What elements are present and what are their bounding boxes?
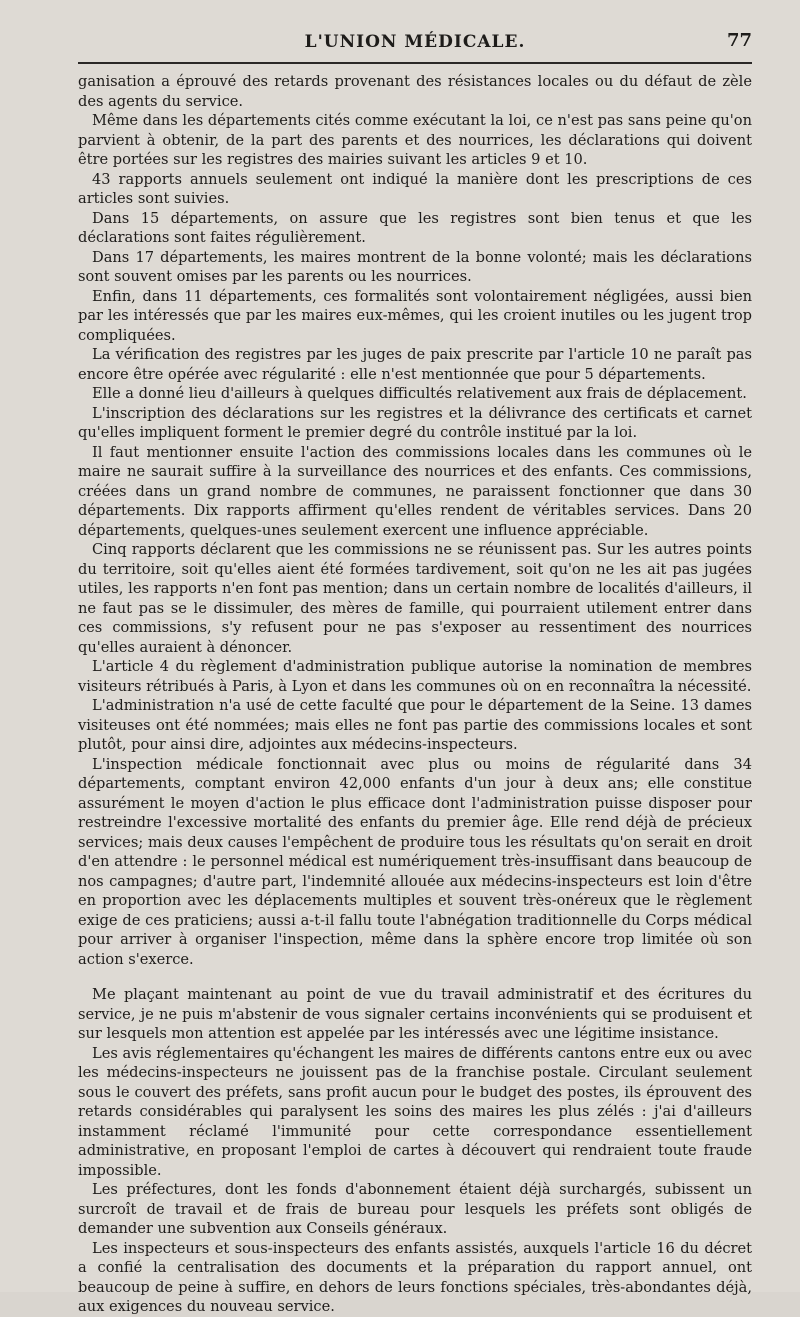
paragraph: Enfin, dans 11 départements, ces formalités sont volontairement négligées, aussi bien par les intéressés que par les maires eux-mêmes, qui les croient inutiles ou les jugent trop compliquées. xyxy=(78,287,752,344)
paragraph: L'administration n'a usé de cette faculté que pour le département de la Seine. 13 dames visiteuses ont été nommées; mais elles ne font pas partie des commissions locales et sont plutôt, pour ainsi dire, adjointes aux médecins-inspecteurs. xyxy=(78,697,752,753)
paragraph: Dans 15 départements, on assure que les registres sont bien tenus et que les déclarations sont faites régulièrement. xyxy=(78,209,752,246)
paragraph: Me plaçant maintenant au point de vue du travail administratif et des écritures du service, je ne puis m'abstenir de vous signaler certains inconvénients qui se produisent et sur lesquels mon attention est appelée par les intéressés avec une légitime insistance. xyxy=(78,986,752,1042)
paragraph: L'article 4 du règlement d'administration publique autorise la nomination de membres visiteurs rétribués à Paris, à Lyon et dans les communes où on en reconnaîtra la nécessité. xyxy=(78,658,752,695)
paragraph: Les inspecteurs et sous-inspecteurs des enfants assistés, auxquels l'article 16 du décret a confié la centralisation des documents et la préparation du rapport annuel, ont beaucoup de peine à suffire, en dehors de leurs fonctions spéciales, très-abondantes déjà, aux exigences du nouveau service. xyxy=(78,1239,752,1315)
running-title: L'UNION MÉDICALE. xyxy=(304,32,526,52)
paragraph: Cinq rapports déclarent que les commissions ne se réunissent pas. Sur les autres points du territoire, soit qu'elles aient été formées tardivement, soit qu'on ne les ait pas jugées utiles, les rapports n'en font pas mention; dans un certain nombre de localités d'ailleurs, il ne faut pas se le dissimuler, des mères de famille, qui pourraient utilement entrer dans ces commissions, s'y refusent pour ne pas s'exposer au ressentiment des nourrices qu'elles auraient à dénoncer. xyxy=(78,541,752,656)
page-header xyxy=(78,30,752,58)
section-gap xyxy=(78,969,752,985)
paragraph: Elle a donné lieu d'ailleurs à quelques difficultés relativement aux frais de déplacement. xyxy=(92,385,747,402)
paragraph: Les préfectures, dont les fonds d'abonnement étaient déjà surchargés, subissent un surcroît de travail et de frais de bureau pour lesquels les préfets sont obligés de demander une subvention aux Conseils généraux. xyxy=(78,1181,752,1237)
paragraph: Il faut mentionner ensuite l'action des commissions locales dans les communes où le maire ne saurait suffire à la surveillance des nourrices et des enfants. Ces commissions, créées dans un grand nombre de communes, ne paraissent fonctionner que dans 30 départements. Dix rapports affirment qu'elles rendent de véritables services. Dans 20 départements, quelques-unes seulement exercent une influence appréciable. xyxy=(78,443,752,539)
paragraph: La vérification des registres par les juges de paix prescrite par l'article 10 ne paraît pas encore être opérée avec régularité : elle n'est mentionnée que pour 5 départements. xyxy=(78,346,752,383)
page-number: 77 xyxy=(726,30,752,51)
paragraph: L'inscription des déclarations sur les registres et la délivrance des certificats et carnet qu'elles impliquent forment le premier degré du contrôle institué par la loi. xyxy=(78,404,752,441)
paragraph: 43 rapports annuels seulement ont indiqué la manière dont les prescriptions de ces articles sont suivies. xyxy=(78,170,752,207)
paragraph: Les avis réglementaires qu'échangent les maires de différents cantons entre eux ou avec les médecins-inspecteurs ne jouissent pas de la franchise postale. Circulant seulement sous le couvert des préfets, sans profit aucun pour le budget des postes, ils éprouvent des retards considérables qui paralysent les soins des maires les plus zélés : j'ai d'ailleurs instamment réclamé l'immunité pour cette correspondance essentiellement administrative, en proposant l'emploi de cartes à découvert qui rendraient toute fraude impossible. xyxy=(78,1044,752,1179)
paragraph: Dans 17 départements, les maires montrent de la bonne volonté; mais les déclarations sont souvent omises par les parents ou les nourrices. xyxy=(78,248,752,285)
article-body xyxy=(78,72,752,1317)
header-rule xyxy=(78,62,752,64)
paragraph: Même dans les départements cités comme exécutant la loi, ce n'est pas sans peine qu'on parvient à obtenir, de la part des parents et des nourrices, les déclarations qui doivent être portées sur les registres des mairies suivant les articles 9 et 10. xyxy=(78,112,752,168)
paragraph: ganisation a éprouvé des retards provenant des résistances locales ou du défaut de zèle des agents du service. xyxy=(78,73,752,110)
paragraph: L'inspection médicale fonctionnait avec plus ou moins de régularité dans 34 départements, comptant environ 42,000 enfants d'un jour à deux ans; elle constitue assurément le moyen d'action le plus efficace dont l'administration puisse disposer pour restreindre l'excessive mortalité des enfants du premier âge. Elle rend déjà de précieux services; mais deux causes l'empêchent de produire tous les résultats qu'on serait en droit d'en attendre : le personnel médical est numériquement très-insuffisant dans beaucoup de nos campagnes; d'autre part, l'indemnité allouée aux médecins-inspecteurs est loin d'être en proportion avec les déplacements multiples et souvent très-onéreux que le règlement exige de ces praticiens; aussi a-t-il fallu toute l'abnégation traditionnelle du Corps médical pour arriver à organiser l'inspection, même dans la sphère encore trop limitée où son action s'exerce. xyxy=(78,755,752,968)
